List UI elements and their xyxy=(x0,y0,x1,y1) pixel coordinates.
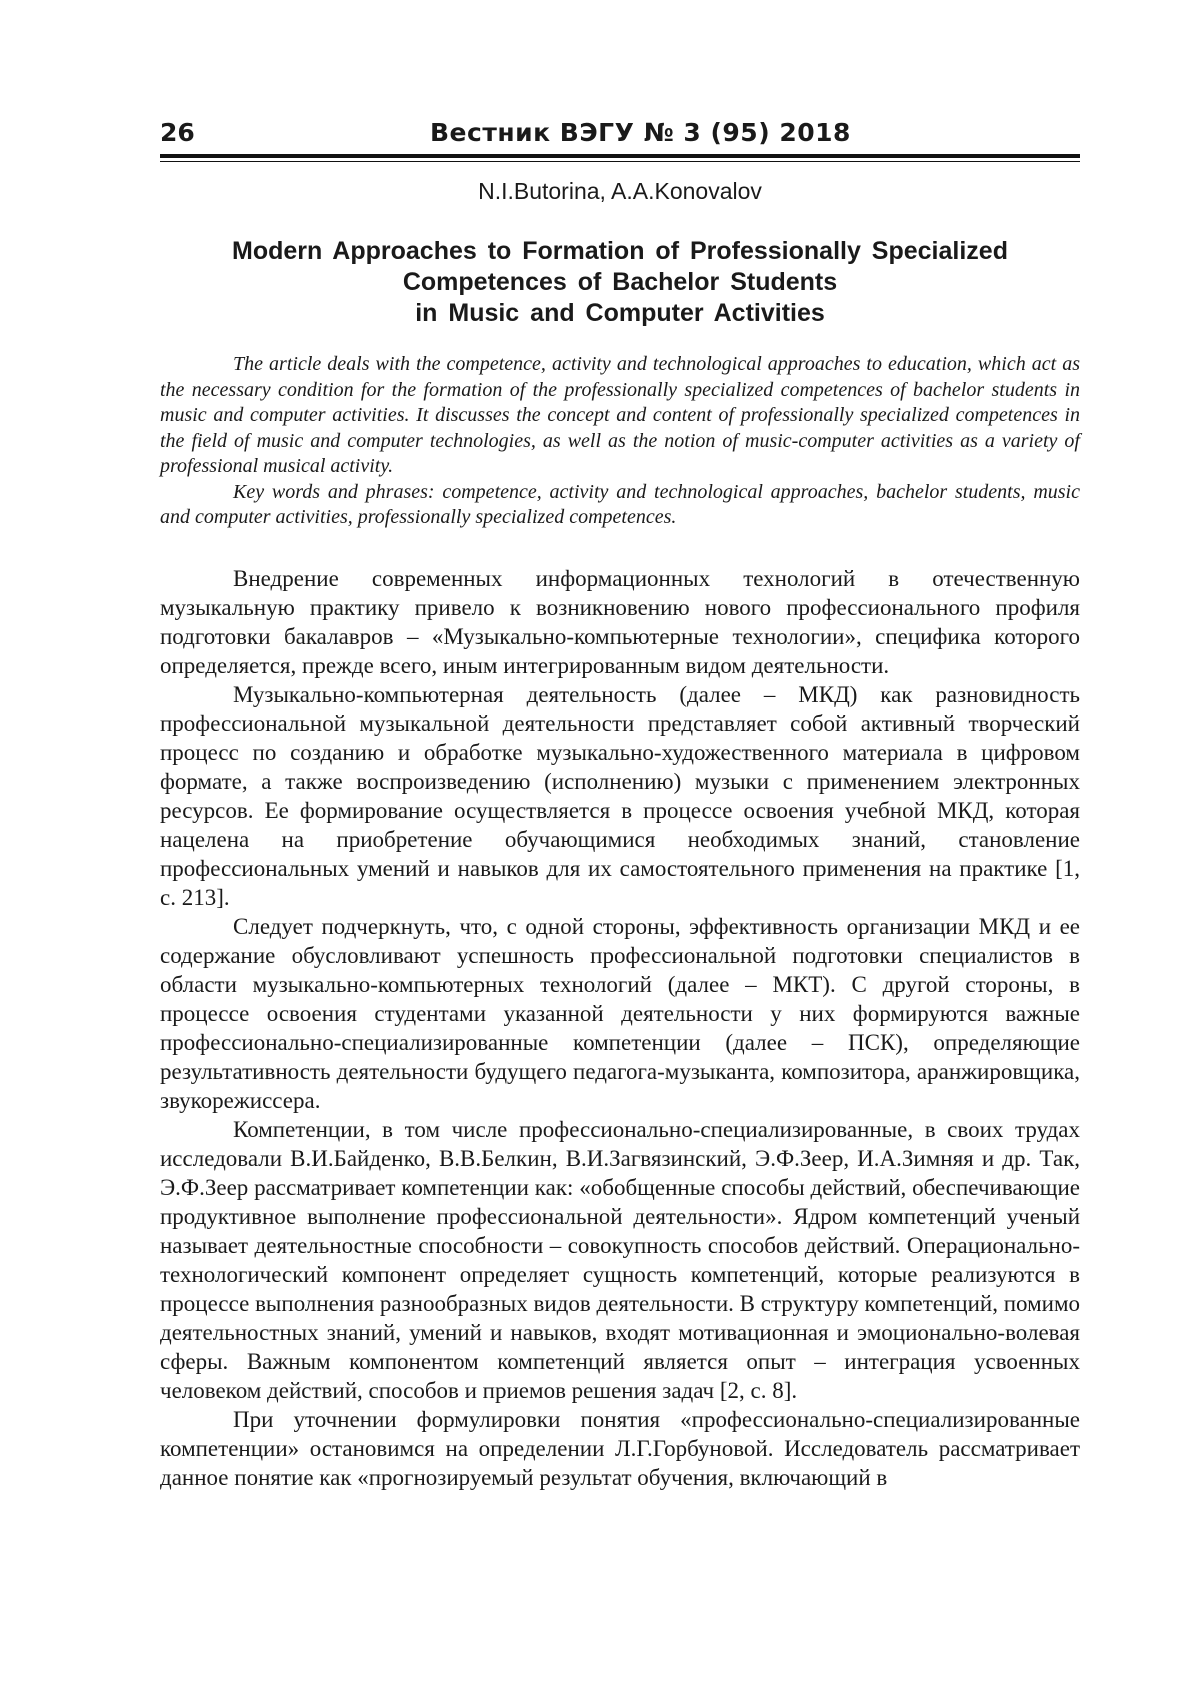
abstract-summary: The article deals with the competence, activity and technological approaches to education, which act as the necessary condition for the formation of the professionally specialized competences of bachelor students in music and computer activities. It discusses the concept and content of professionally specialized competences in the field of music and computer technologies, as well as the notion of music-computer activities as a variety of professional musical activity. xyxy=(160,353,1080,477)
page-number: 26 xyxy=(160,118,195,147)
journal-title: Вестник ВЭГУ № 3 (95) 2018 xyxy=(430,118,851,147)
body-paragraph: При уточнении формулировки понятия «профессионально-специализированные компетенции» остановимся на определении Л.Г.Горбуновой. Исследователь рассматривает данное понятие как «прогнозируемый результат обучения, включающий в xyxy=(160,1407,1080,1490)
title-line: in Music and Computer Activities xyxy=(415,299,825,327)
abstract xyxy=(160,352,1080,531)
article-title xyxy=(160,236,1080,329)
body-paragraph: Музыкально-компьютерная деятельность (далее – МКД) как разновидность профессиональной музыкальной деятельности представляет собой активный творческий процесс по созданию и обработке музыкально-художественного материала в цифровом формате, а также воспроизведению (исполнению) музыки с применением электронных ресурсов. Ее формирование осуществляется в процессе освоения учебной МКД, которая нацелена на приобретение обучающимися необходимых знаний, становление профессиональных умений и навыков для их самостоятельного применения на практике [1, с. 213]. xyxy=(160,682,1080,910)
body-paragraph: Компетенции, в том числе профессионально-специализированные, в своих трудах исследовали В.И.Байденко, В.В.Белкин, В.И.Загвязинский, Э.Ф.Зеер, И.А.Зимняя и др. Так, Э.Ф.Зеер рассматривает компетенции как: «обобщенные способы действий, обеспечивающие продуктивное выполнение профессиональной деятельности». Ядром компетенций ученый называет деятельностные способности – совокупность способов действий. Операционально-технологический компонент определяет сущность компетенций, которые реализуются в процессе выполнения разнообразных видов деятельности. В структуру компетенций, помимо деятельностных знаний, умений и навыков, входят мотивационная и эмоционально-волевая сферы. Важным компонентом компетенций является опыт – интеграция усвоенных человеком действий, способов и приемов решения задач [2, с. 8]. xyxy=(160,1117,1080,1403)
header-rule-thick xyxy=(160,154,1080,158)
article-body xyxy=(160,564,1080,1492)
abstract-keywords: Key words and phrases: competence, activity and technological approaches, bachelor students, music and computer activities, professionally specialized competences. xyxy=(160,480,1080,528)
article-authors: N.I.Butorina, A.A.Konovalov xyxy=(478,178,762,204)
body-paragraph: Внедрение современных информационных технологий в отечественную музыкальную практику привело к возникновению нового профессионального профиля подготовки бакалавров – «Музыкально-компьютерные технологии», специфика которого определяется, прежде всего, иным интегрированным видом деятельности. xyxy=(160,566,1080,678)
body-paragraph: Следует подчеркнуть, что, с одной стороны, эффективность организации МКД и ее содержание обусловливают успешность профессиональной подготовки специалистов в области музыкально-компьютерных технологий (далее – МКТ). С другой стороны, в процессе освоения студентами указанной деятельности у них формируются важные профессионально-специализированные компетенции (далее – ПСК), определяющие результативность деятельности будущего педагога-музыканта, композитора, аранжировщика, звукорежиссера. xyxy=(160,914,1080,1113)
title-line: Competences of Bachelor Students xyxy=(402,268,838,296)
running-header xyxy=(160,112,1080,152)
title-line: Modern Approaches to Formation of Professionally Specialized xyxy=(232,237,1008,265)
header-rule-thin xyxy=(160,161,1080,162)
